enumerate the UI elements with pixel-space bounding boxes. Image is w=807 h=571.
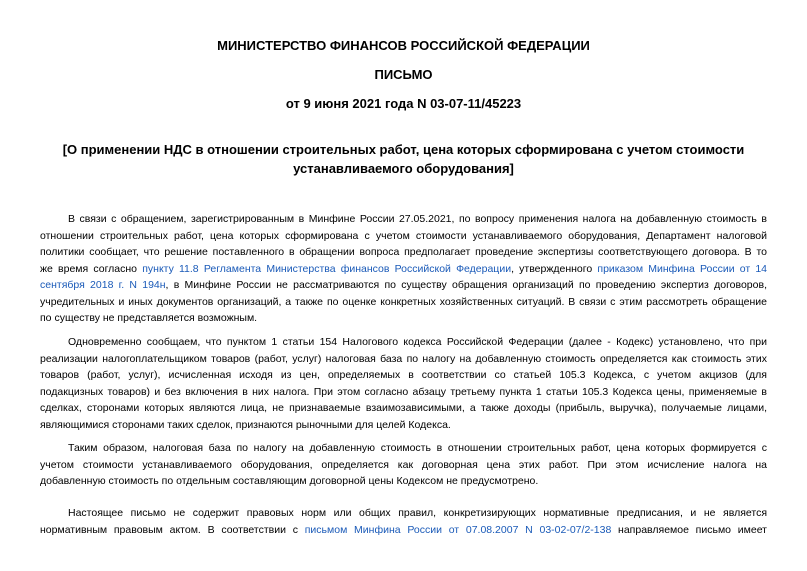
paragraph-3 [40, 440, 767, 490]
text-line: учредительных и иных документов организаций, а также по оценке конкретных хозяйственных ситуаций. В связи с этим рассмотреть обращение [40, 295, 767, 308]
ministry-heading: МИНИСТЕРСТВО ФИНАНСОВ РОССИЙСКОЙ ФЕДЕРАЦИИ [217, 38, 590, 53]
text-line: товаров (работ, услуг), исчисленная исходя из цен, определяемых в соответствии со статьей 105.3 Кодекса, с учетом акцизов (для [40, 369, 767, 381]
text-line [40, 522, 767, 539]
regulation-link[interactable]: пункту 11.8 Регламента Министерства финансов Российской Федерации [142, 262, 512, 275]
text-line: В связи с обращением, зарегистрированным в Минфине России 27.05.2021, по вопросу применения налога на добавленную стоимость в [68, 213, 767, 225]
paragraph-4 [40, 505, 767, 538]
text-segment: нормативным правовым актом. В соответствии с [40, 523, 298, 536]
text-line: Таким образом, налоговая база по налогу на добавленную стоимость в отношении строительных работ, цена которых формируется с [68, 442, 767, 454]
order-link-continued[interactable]: сентября 2018 г. N 194н [40, 279, 166, 291]
title-line: устанавливаемого оборудования] [293, 161, 514, 176]
text-line: политики сообщает, что решение поставленного в обращении вопроса предполагает проведение экспертизы соответствующего договора. В то [40, 246, 767, 258]
text-line: отношении строительных работ, цена которых сформирована с учетом стоимости устанавливаемого оборудования, Департамент налоговой [40, 229, 767, 242]
document-type: ПИСЬМО [374, 67, 433, 82]
text-line: реализации налогоплательщиком товаров (работ, услуг) налоговая база по налогу на добавленную стоимость определяется как стоимость этих [40, 352, 767, 365]
text-line: Настоящее письмо не содержит правовых норм или общих правил, конкретизирующих нормативные предписания, и не является [68, 507, 767, 519]
text-line: по существу не представляется возможным. [40, 312, 258, 324]
text-line [40, 277, 767, 294]
text-line [40, 261, 767, 278]
paragraph-1 [40, 211, 767, 327]
order-link[interactable]: приказом Минфина России от 14 [597, 262, 768, 275]
text-line: сделках, сторонами которых являются лица, не признаваемые взаимозависимыми, а также доходы (прибыль, выручка), получаемые лицами, [40, 402, 767, 414]
title-line: [О применении НДС в отношении строительных работ, цена которых сформирована с учетом стоимости [62, 142, 745, 157]
text-segment: , в Минфине России не рассматриваются по существу обращения организаций по проведению экспертиз договоров, [165, 279, 767, 291]
paragraph-2 [40, 334, 767, 433]
text-line: Одновременно сообщаем, что пунктом 1 статьи 154 Налогового кодекса Российской Федерации (далее - Кодекс) установлено, что при [68, 336, 767, 348]
ministry-letter-link[interactable]: письмом Минфина России от 07.08.2007 N 03-02-07/2-138 [304, 523, 612, 536]
text-segment: , утвержденного [511, 262, 593, 275]
text-line: подакцизных товаров) и без включения в них налога. При этом согласно абзацу третьему пункта 1 статьи 105.3 Кодекса цены, применяемые в [40, 385, 767, 398]
text-segment: же время согласно [40, 262, 138, 275]
text-line: являющимися сторонами таких сделок, признаются рыночными для целей Кодекса. [40, 418, 451, 431]
text-line: добавленную стоимость по отдельным составляющим договорной цены Кодексом не предусмотрено. [40, 475, 539, 487]
text-segment: направляемое письмо имеет [618, 523, 767, 536]
document-date-number: от 9 июня 2021 года N 03-07-11/45223 [285, 96, 522, 111]
text-line: учетом стоимости устанавливаемого оборудования, определяется как договорная цена этих работ. При этом исчисление налога на [40, 458, 767, 471]
document-title [40, 140, 767, 178]
